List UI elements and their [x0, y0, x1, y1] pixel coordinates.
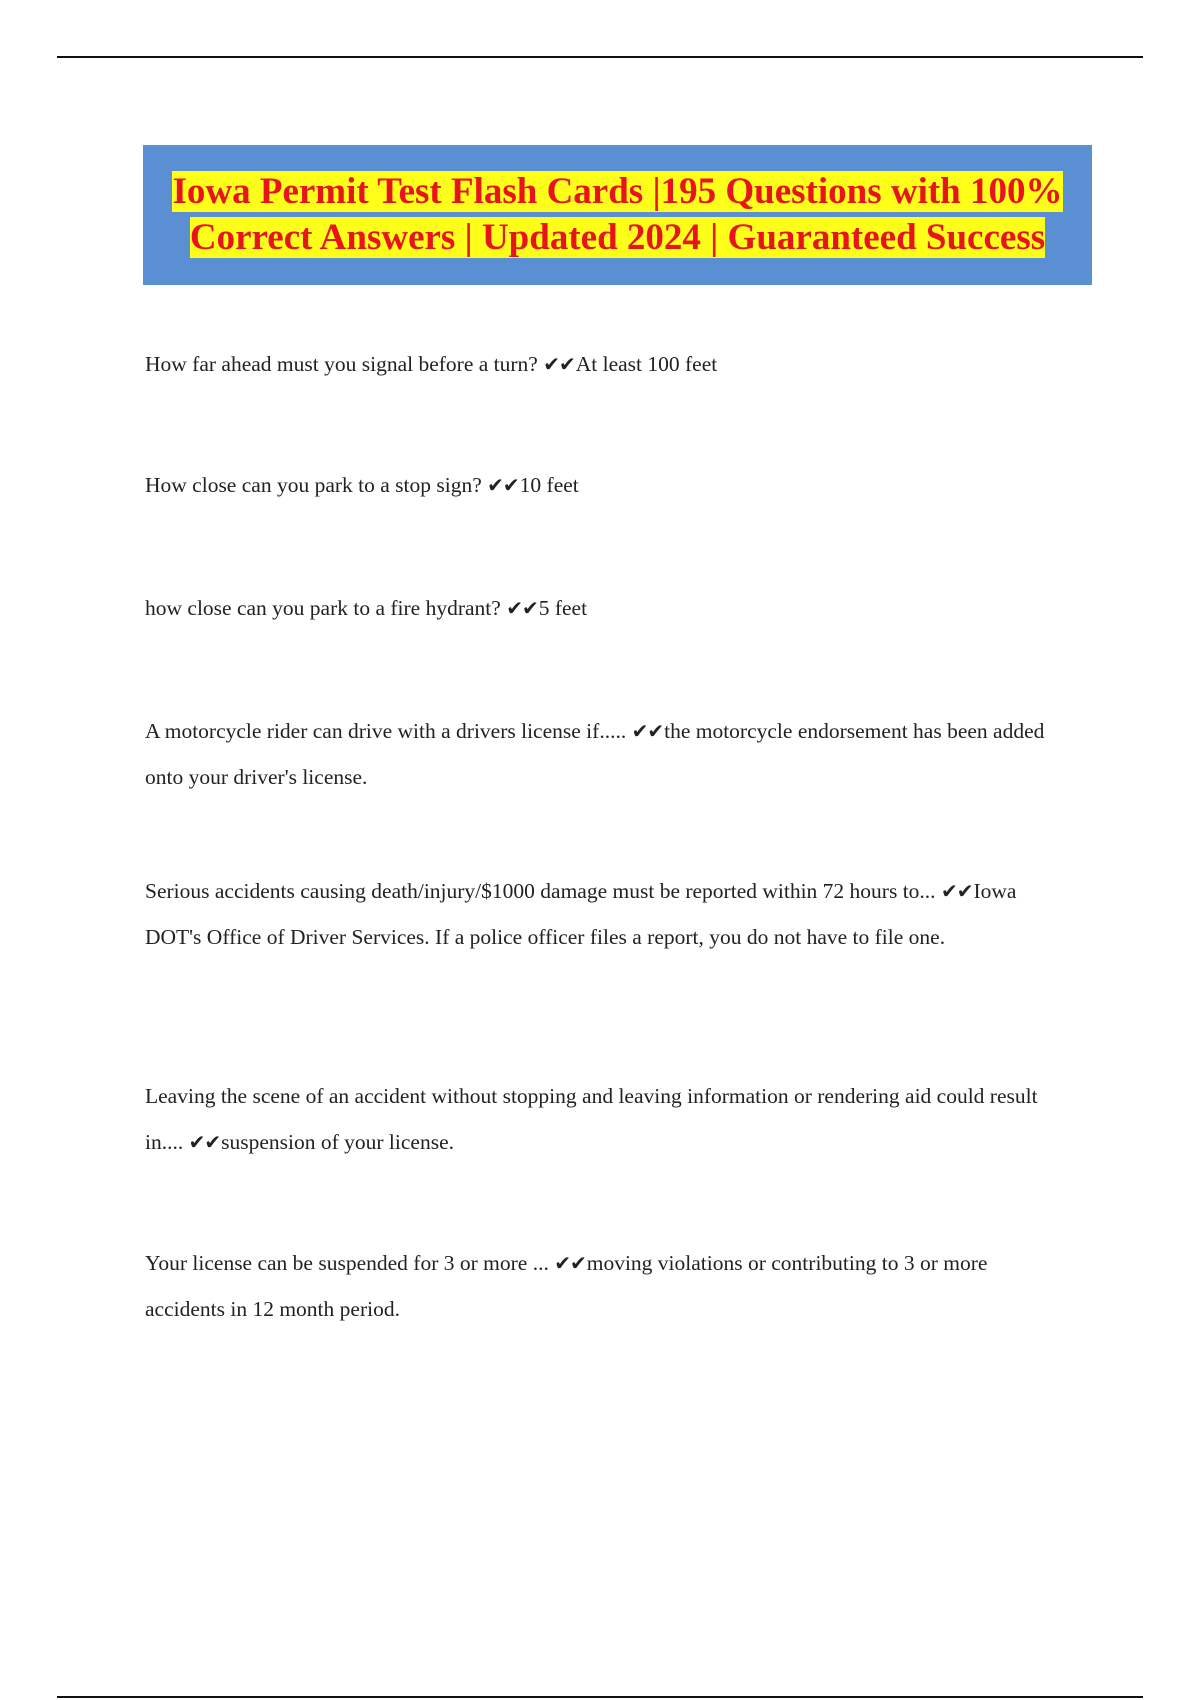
flash-card [145, 585, 1065, 631]
double-check-icon: ✔✔ [940, 879, 973, 903]
card-question: A motorcycle rider can drive with a drivers license if..... [145, 719, 627, 743]
double-check-icon: ✔✔ [631, 719, 664, 743]
card-question: Serious accidents causing death/injury/$1000 damage must be reported within 72 hours to... [145, 879, 936, 903]
flash-card [145, 1240, 1065, 1332]
double-check-icon: ✔✔ [487, 473, 519, 497]
title-banner [143, 145, 1092, 285]
double-check-icon: ✔✔ [188, 1130, 221, 1154]
flash-card [145, 708, 1065, 800]
double-check-icon: ✔✔ [554, 1251, 586, 1275]
card-question: how close can you park to a fire hydrant? [145, 596, 501, 620]
card-question: How far ahead must you signal before a turn? [145, 352, 538, 376]
bottom-rule [57, 1696, 1143, 1698]
document-title: Iowa Permit Test Flash Cards |195 Questions with 100% Correct Answers | Updated 2024 | Guaranteed Success [172, 171, 1063, 258]
top-rule [57, 56, 1143, 58]
flash-card [145, 868, 1065, 960]
card-answer: At least 100 feet [575, 352, 718, 376]
flash-card [145, 1073, 1065, 1165]
double-check-icon: ✔✔ [506, 596, 538, 620]
double-check-icon: ✔✔ [543, 352, 575, 376]
card-answer: 5 feet [538, 596, 588, 620]
flash-card [145, 341, 1065, 387]
card-answer: moving violations or contributing to 3 or more accidents in 12 month period. [145, 1251, 988, 1321]
card-answer: suspension of your license. [221, 1130, 455, 1154]
card-question: Your license can be suspended for 3 or more ... [145, 1251, 549, 1275]
card-question: Leaving the scene of an accident without stopping and leaving information or rendering aid could result in.... [145, 1084, 1038, 1154]
card-answer: 10 feet [519, 473, 579, 497]
card-answer: Iowa DOT's Office of Driver Services. If a police officer files a report, you do not have to file one. [145, 879, 1017, 949]
card-answer: the motorcycle endorsement has been added onto your driver's license. [145, 719, 1045, 789]
card-question: How close can you park to a stop sign? [145, 473, 482, 497]
flash-card [145, 462, 1065, 508]
